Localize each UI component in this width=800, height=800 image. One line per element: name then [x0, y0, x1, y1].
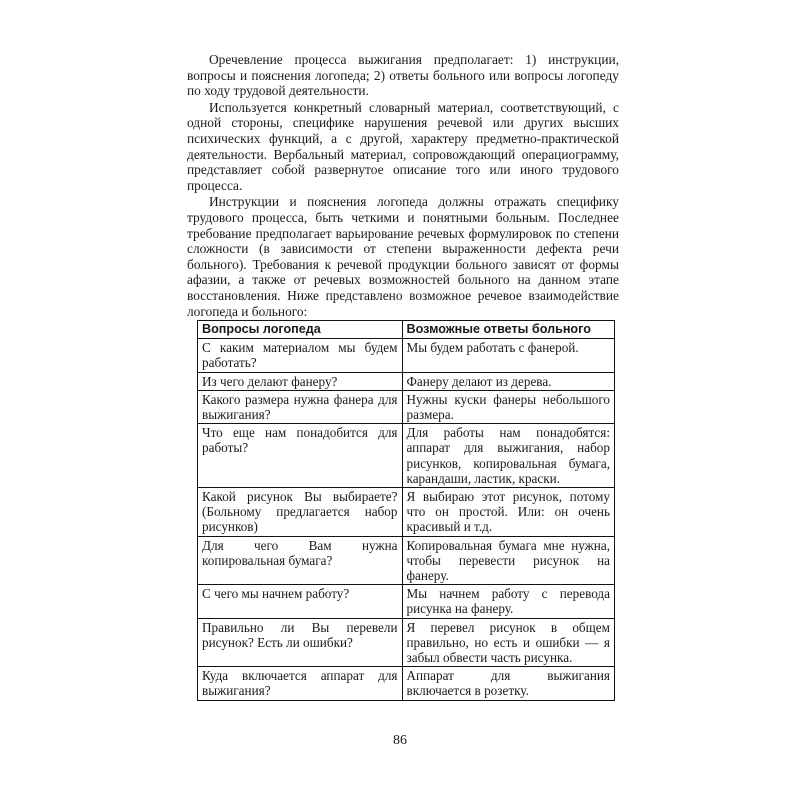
- table-row: [198, 618, 615, 667]
- table-row: [198, 339, 615, 372]
- answer-cell: Копировальная бумага мне нужна, чтобы перевести рисунок на фанеру.: [402, 536, 615, 585]
- table-row: [198, 424, 615, 488]
- question-cell: Для чего Вам нужна копировальная бумага?: [198, 536, 403, 585]
- table-header-row: [198, 321, 615, 339]
- table-row: [198, 585, 615, 618]
- paragraph-2: Используется конкретный словарный материал, соответствующий, с одной стороны, специфике нарушения речевой или других высших психических функций, а с другой, характеру предметно-практической деятельности. Вербальный материал, сопровождающий операциограмму, представляет собой развернутое описание того или иного трудового процесса.: [187, 99, 619, 193]
- answer-cell: Фанеру делают из дерева.: [402, 372, 615, 390]
- header-answers: Возможные ответы больного: [402, 321, 615, 339]
- page-text: [187, 52, 619, 319]
- question-cell: С чего мы начнем работу?: [198, 585, 403, 618]
- question-cell: Куда включается аппарат для выжигания?: [198, 667, 403, 700]
- answer-cell: Я выбираю этот рисунок, потому что он простой. Или: он очень красивый и т.д.: [402, 488, 615, 537]
- table-row: [198, 667, 615, 700]
- question-cell: С каким материалом мы будем работать?: [198, 339, 403, 372]
- answer-cell: Мы будем работать с фанерой.: [402, 339, 615, 372]
- page-number: 86: [393, 733, 407, 748]
- paragraph-3: Инструкции и пояснения логопеда должны отражать специфику трудового процесса, быть четкими и понятными больным. Последнее требование предполагает варьирование речевых формулировок по степени сложности (в зависимости от степени выраженности дефекта речи больного). Требования к речевой продукции больного зависят от формы афазии, а также от речевых возможностей больного на данном этапе восстановления. Ниже представлено возможное речевое взаимодействие логопеда и больного:: [187, 194, 619, 319]
- header-questions: Вопросы логопеда: [198, 321, 403, 339]
- paragraph-1: Оречевление процесса выжигания предполагает: 1) инструкции, вопросы и пояснения логопеда; 2) ответы больного или вопросы логопеду по ходу трудовой деятельности.: [187, 52, 619, 99]
- question-cell: Из чего делают фанеру?: [198, 372, 403, 390]
- answer-cell: Я перевел рисунок в общем правильно, но есть и ошибки — я забыл обвести часть рисунка.: [402, 618, 615, 667]
- table-row: [198, 390, 615, 423]
- question-cell: Какой рисунок Вы выбираете? (Больному предлагается набор рисунков): [198, 488, 403, 537]
- question-cell: Какого размера нужна фанера для выжигания?: [198, 390, 403, 423]
- table-row: [198, 372, 615, 390]
- table-row: [198, 536, 615, 585]
- answer-cell: Аппарат для выжигания включается в розетку.: [402, 667, 615, 700]
- answer-cell: Мы начнем работу с перевода рисунка на фанеру.: [402, 585, 615, 618]
- table-row: [198, 488, 615, 537]
- answer-cell: Для работы нам понадобятся: аппарат для выжигания, набор рисунков, копировальная бумага, карандаши, ластик, краски.: [402, 424, 615, 488]
- question-cell: Что еще нам понадобится для работы?: [198, 424, 403, 488]
- answer-cell: Нужны куски фанеры небольшого размера.: [402, 390, 615, 423]
- dialog-table: [197, 320, 615, 701]
- question-cell: Правильно ли Вы перевели рисунок? Есть ли ошибки?: [198, 618, 403, 667]
